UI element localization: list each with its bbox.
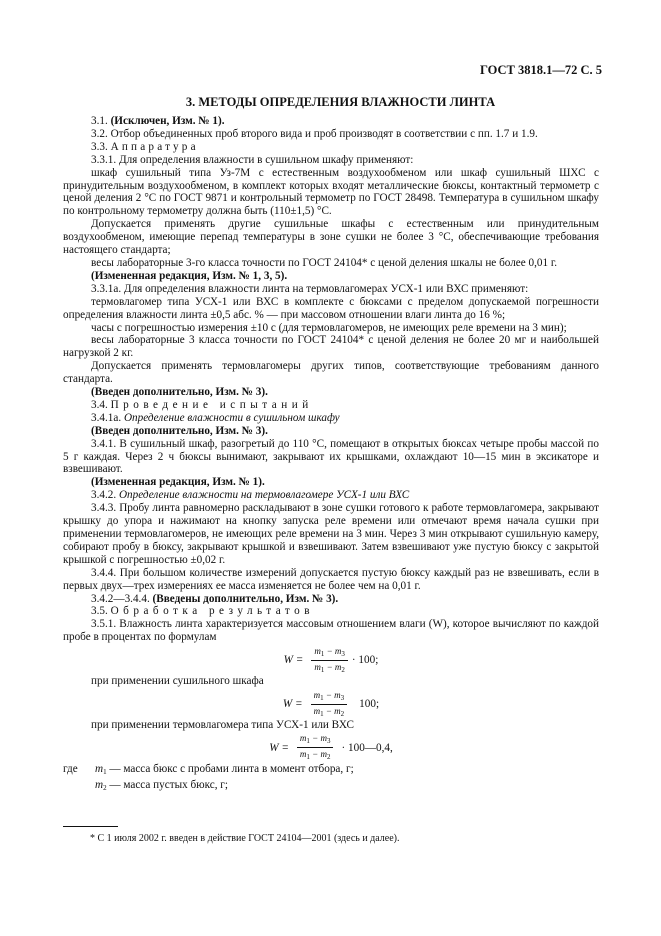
- clause-3-5-heading: 3.5. Обработка результатов: [91, 605, 315, 618]
- page-header: ГОСТ 3818.1—72 С. 5: [479, 63, 602, 77]
- formula-drying-cabinet: W = $\frac{m_1 - m_3}{m_1 - m_2}$ 100;: [282, 689, 380, 718]
- clause-3-3-1a-alt-meters: Допускается применять термовлагомеры других типов, соответствующие требованиям данного стандарта.: [63, 360, 599, 386]
- formula-general: W = $\frac{m_1 - m_3}{m_1 - m_2}$ · 100;: [283, 645, 379, 674]
- revision-note: (Введен дополнительно, Изм. № 3).: [91, 424, 268, 437]
- clause-3-4-2-4-note: 3.4.2—3.4.4. (Введены дополнительно, Изм. № 3).: [91, 592, 339, 605]
- revision-note: (Измененная редакция, Изм. № 1, 3, 5).: [91, 269, 288, 282]
- clause-3-4-3: 3.4.3. Пробу линта равномерно раскладывают в зоне сушки готового к работе термовлагомера, закрывают крышку до упора и нажимают на кнопку запуска реле времени или отмечают время начала сушки при применении термовлагомеров, не имеющих реле времени на 3 мин. Через 3 мин открывают сушильную камеру, собирают пробу в бюксу, закрывают крышкой и взвешивают. Затем взвешивают уже пустую бюксу с закрытой крышкой с погрешностью ±0,02 г.: [63, 502, 599, 566]
- clause-3-4-heading: 3.4. Проведение испытаний: [91, 398, 313, 411]
- moisture-meter-label: при применении термовлагомера типа УСХ-1 или ВХС: [91, 719, 354, 732]
- drying-cabinet-label: при применении сушильного шкафа: [91, 675, 264, 688]
- footnote: * С 1 июля 2002 г. введен в действие ГОСТ 24104—2001 (здесь и далее).: [90, 833, 400, 844]
- variable-m2: $m_2$ — масса пустых бюкс, г;: [95, 778, 228, 792]
- clause-3-3-1-cabinet: шкаф сушильный типа Уз-7М с естественным воздухообменом или шкаф сушильный ШХС с принудительным воздухообменом, в комплект которых входят металлические бюксы, контактный термометр с ценой деления 2 °С по ГОСТ 9871 и контрольный термометр по ГОСТ 28498. Температура в сушильном шкафу по контрольному термометру должна быть (110±1,5) °С.: [63, 166, 599, 218]
- clause-3-4-4: 3.4.4. При большом количестве измерений допускается пустую бюксу каждый раз не взвешивать, если в первых двух—трех измерениях ее масса изменяется не более чем на 0,01 г.: [63, 566, 599, 592]
- clause-3-2: 3.2. Отбор объединенных проб второго вида и проб производят в соответствии с пп. 1.7 и 1.9.: [91, 127, 538, 140]
- clause-3-4-2: 3.4.2. Определение влажности на термовлагомере УСХ-1 или ВХС: [91, 489, 410, 502]
- variable-m1: $m_1$ — масса бюкс с пробами линта в момент отбора, г;: [95, 762, 354, 776]
- clause-3-3-1-scales: весы лабораторные 3-го класса точности по ГОСТ 24104* с ценой деления шкалы не более 0,01 г.: [91, 256, 558, 269]
- footnote-divider: [63, 826, 118, 827]
- formula-moisture-meter: W = $\frac{m_1 - m_3}{m_1 - m_2}$ · 100—0,4,: [269, 733, 393, 762]
- clause-3-3-1: 3.3.1. Для определения влажности в сушильном шкафу применяют:: [91, 153, 414, 166]
- clause-3-3-1a-meter: термовлагомер типа УСХ-1 или ВХС в комплекте с бюксами с пределом допускаемой погрешности определения влажности линта ±0,5 абс. % — при массовом отношении влаги линта до 16 %;: [63, 295, 599, 321]
- revision-note: (Измененная редакция, Изм. № 1).: [91, 476, 265, 489]
- clause-3-3-1a: 3.3.1а. Для определения влажности линта на термовлагомерах УСХ-1 или ВХС применяют:: [91, 282, 529, 295]
- clause-3-4-1a: 3.4.1а. Определение влажности в сушильном шкафу: [91, 411, 340, 424]
- clause-3-3-1a-clock: часы с погрешностью измерения ±10 с (для термовлагомеров, не имеющих реле времени на 3 мин);: [91, 321, 567, 334]
- clause-3-1: 3.1. (Исключен, Изм. № 1).: [91, 115, 225, 127]
- clause-3-3-1-alt-cabinets: Допускается применять другие сушильные шкафы с естественным или принудительным воздухообменом, имеющие перепад температуры в зоне сушки не более 3 °С, обеспечивающие требования настоящего стандарта;: [63, 218, 599, 257]
- where-label: где: [63, 762, 78, 775]
- revision-note: (Введен дополнительно, Изм. № 3).: [91, 386, 268, 399]
- clause-3-3-1a-scales: весы лабораторные 3 класса точности по ГОСТ 24104* с ценой деления не более 20 мг и наибольшей нагрузкой 2 кг.: [63, 334, 599, 360]
- document-body: [63, 115, 599, 795]
- clause-3-3-heading: 3.3. Аппаратура: [91, 140, 199, 153]
- section-title: 3. МЕТОДЫ ОПРЕДЕЛЕНИЯ ВЛАЖНОСТИ ЛИНТА: [185, 95, 496, 109]
- clause-3-5-1: 3.5.1. Влажность линта характеризуется массовым отношением влаги (W), которое вычисляют по каждой пробе в процентах по формулам: [63, 618, 599, 644]
- clause-3-4-1: 3.4.1. В сушильный шкаф, разогретый до 110 °С, помещают в открытых бюксах четыре пробы массой по 5 г каждая. Через 2 ч бюксы вынимают, закрывают их крышками, охлаждают 10—15 мин в эксикаторе и взвешивают.: [63, 437, 599, 476]
- variable-definitions: [63, 763, 599, 795]
